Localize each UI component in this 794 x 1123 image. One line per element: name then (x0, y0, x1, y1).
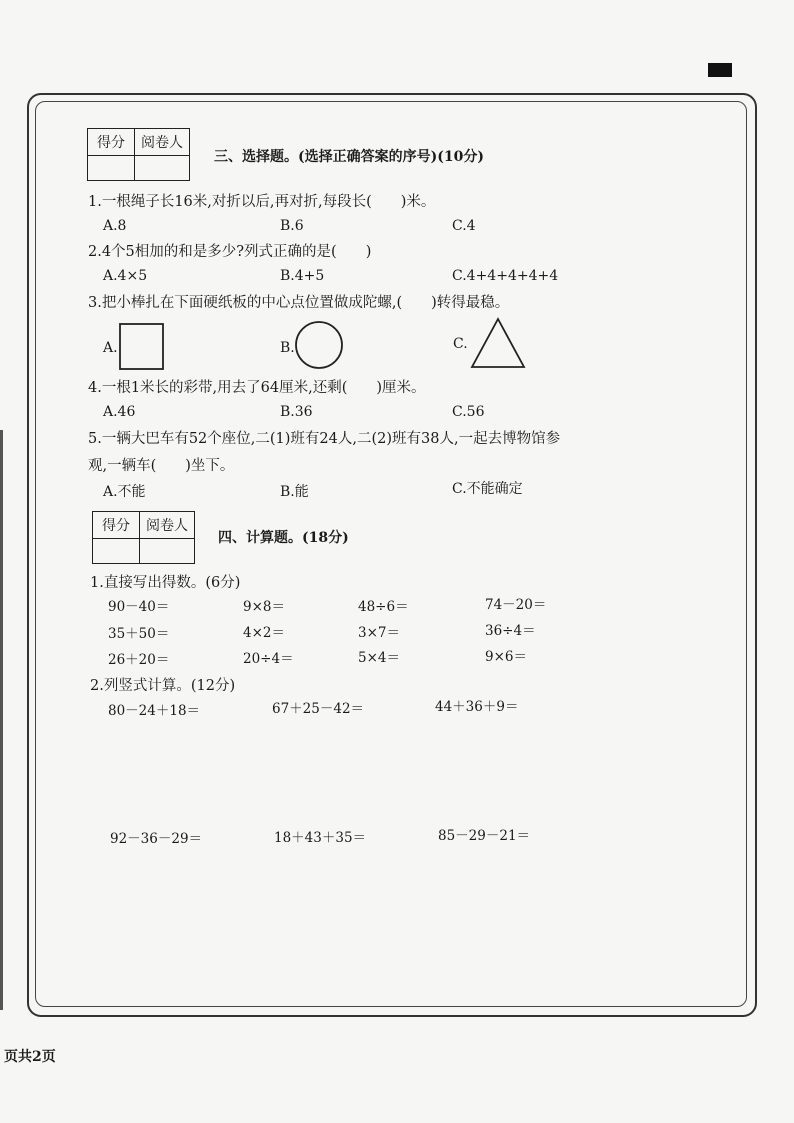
vertical-calc-item: 92－36－29＝ (110, 831, 203, 847)
q5-option-c: C.不能确定 (452, 481, 523, 497)
vertical-calc-item: 67＋25－42＝ (272, 701, 365, 717)
q4-option-c: C.56 (452, 404, 485, 420)
score-table-section3 (87, 128, 190, 181)
oral-calc-item: 9×8＝ (243, 599, 285, 615)
q5-option-b: B.能 (280, 484, 309, 500)
part1-title: 1.直接写出得数。(6分) (90, 575, 241, 591)
oral-calc-item: 74－20＝ (485, 597, 547, 613)
q5-option-a: A.不能 (103, 484, 146, 500)
q2-option-b: B.4+5 (280, 268, 325, 284)
oral-calc-item: 5×4＝ (358, 650, 400, 666)
oral-calc-item: 35＋50＝ (108, 626, 170, 642)
question-4: 4.一根1米长的彩带,用去了64厘米,还剩( )厘米。 (88, 380, 426, 396)
reviewer-header: 阅卷人 (140, 512, 195, 539)
score-cell[interactable] (93, 539, 140, 564)
scan-edge (0, 430, 3, 1010)
score-table-section4 (92, 511, 195, 564)
vertical-calc-item: 80－24＋18＝ (108, 703, 201, 719)
oral-calc-item: 48÷6＝ (358, 599, 409, 615)
q2-option-c: C.4+4+4+4+4 (452, 268, 559, 284)
oral-calc-item: 3×7＝ (358, 625, 400, 641)
q3-option-b: B. (280, 340, 295, 356)
reviewer-cell[interactable] (135, 156, 190, 181)
oral-calc-item: 90－40＝ (108, 599, 170, 615)
q3-option-a: A. (103, 340, 118, 356)
oral-calc-item: 20÷4＝ (243, 651, 294, 667)
score-header: 得分 (93, 512, 140, 539)
q1-option-b: B.6 (280, 218, 304, 234)
square-shape-icon (118, 322, 166, 372)
vertical-calc-item: 85－29－21＝ (438, 828, 531, 844)
question-5-line1: 5.一辆大巴车有52个座位,二(1)班有24人,二(2)班有38人,一起去博物馆参 (88, 431, 561, 447)
q1-option-a: A.8 (103, 218, 127, 234)
vertical-calc-item: 18＋43＋35＝ (274, 830, 367, 846)
score-header: 得分 (88, 129, 135, 156)
question-1: 1.一根绳子长16米,对折以后,再对折,每段长( )米。 (88, 194, 436, 210)
page-footer: 页共2页 (4, 1049, 56, 1065)
q4-option-b: B.36 (280, 404, 313, 420)
section3-title: 三、选择题。(选择正确答案的序号)(10分) (214, 149, 484, 165)
triangle-shape-icon (469, 316, 527, 370)
reviewer-cell[interactable] (140, 539, 195, 564)
q3-option-c: C. (453, 336, 468, 352)
score-cell[interactable] (88, 156, 135, 181)
oral-calc-item: 26＋20＝ (108, 652, 170, 668)
oral-calc-item: 36÷4＝ (485, 623, 536, 639)
q1-option-c: C.4 (452, 218, 476, 234)
section4-title: 四、计算题。(18分) (218, 530, 349, 546)
oral-calc-item: 4×2＝ (243, 625, 285, 641)
corner-mark (708, 63, 732, 77)
question-5-line2: 观,一辆车( )坐下。 (88, 458, 235, 474)
circle-shape-icon (294, 319, 346, 371)
question-2: 2.4个5相加的和是多少?列式正确的是( ) (88, 244, 372, 260)
q4-option-a: A.46 (103, 404, 136, 420)
oral-calc-item: 9×6＝ (485, 649, 527, 665)
question-3: 3.把小棒扎在下面硬纸板的中心点位置做成陀螺,( )转得最稳。 (88, 295, 510, 311)
part2-title: 2.列竖式计算。(12分) (90, 678, 236, 694)
reviewer-header: 阅卷人 (135, 129, 190, 156)
vertical-calc-item: 44＋36＋9＝ (435, 699, 519, 715)
q2-option-a: A.4×5 (103, 268, 148, 284)
